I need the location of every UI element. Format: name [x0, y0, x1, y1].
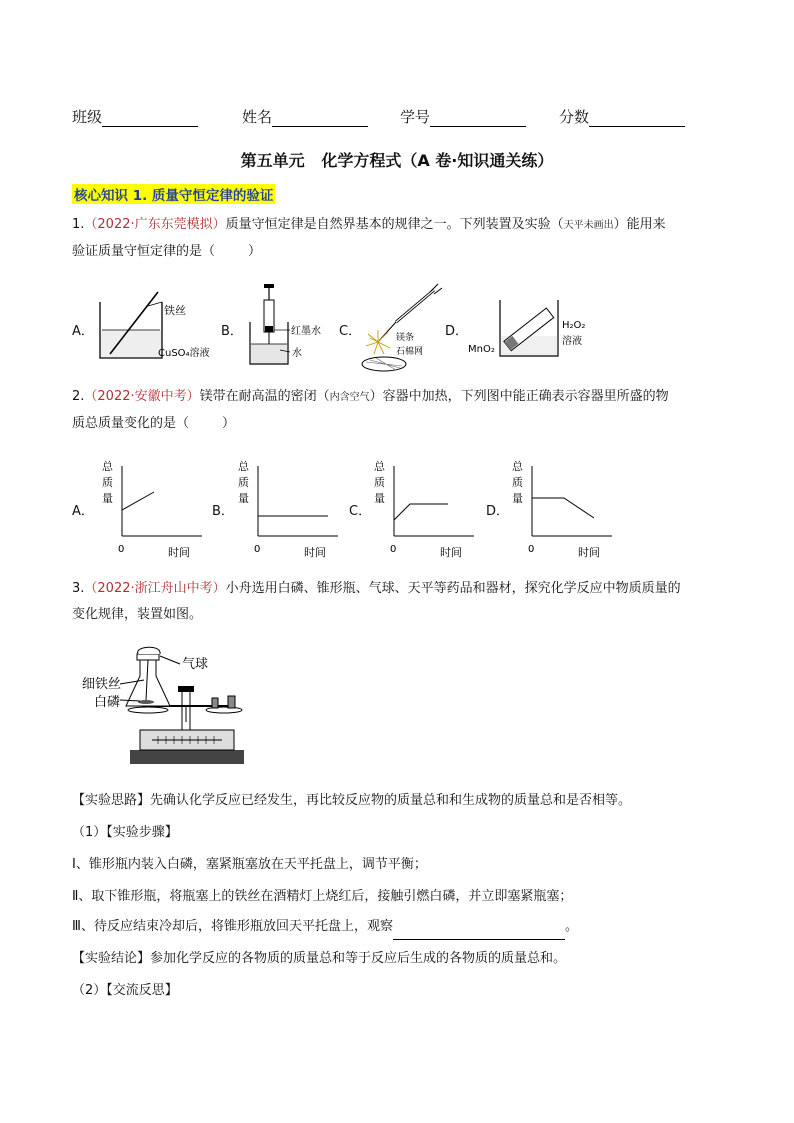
- q3-step-3: [72, 914, 732, 940]
- q2b-y1: 总: [238, 460, 249, 473]
- q1-option-d-figure: [468, 290, 598, 366]
- question-1-text: [72, 212, 732, 265]
- q2-note: 内含空气: [329, 392, 370, 403]
- q3-step-2: Ⅱ、取下锥形瓶，将瓶塞上的铁丝在酒精灯上烧红后，接触引燃白磷，并立即塞紧瓶塞；: [72, 889, 573, 904]
- q2-text-a: 镁带在耐高温的密闭（: [199, 389, 330, 404]
- q2a-x: 时间: [168, 546, 190, 559]
- number-blank[interactable]: [430, 112, 526, 127]
- q2-line2: 质总质量变化的是（ ）: [72, 416, 236, 431]
- q1-line2: 验证质量守恒定律的是（ ）: [72, 244, 262, 259]
- q2c-curve: [394, 504, 448, 520]
- q2-number: 2.: [72, 389, 85, 404]
- q1-option-c-label[interactable]: C．: [339, 324, 362, 339]
- q3-conclusion-tag: 【实验结论】: [72, 951, 151, 966]
- q3-line2: 变化规律，装置如图。: [72, 607, 203, 622]
- q2c-origin: 0: [390, 544, 397, 555]
- q1-option-a-label[interactable]: A．: [72, 324, 94, 339]
- class-blank[interactable]: [102, 112, 198, 127]
- q3-fig-wire: 细铁丝: [82, 677, 122, 692]
- name-label: 姓名: [242, 108, 273, 126]
- q3-step-1: Ⅰ、锥形瓶内装入白磷，塞紧瓶塞放在天平托盘上，调节平衡；: [72, 857, 427, 872]
- q2-option-a-label[interactable]: A．: [72, 504, 94, 519]
- q3-text: 小舟选用白磷、锥形瓶、气球、天平等药品和器材，探究化学反应中物质质量的: [225, 581, 681, 596]
- q1c-tag-mg: 镁条: [396, 333, 415, 343]
- q2-graph-a: [98, 456, 208, 560]
- q2-option-b-label[interactable]: B．: [212, 504, 234, 519]
- q2b-y2: 质: [238, 476, 249, 489]
- q2-graph-c: [370, 456, 480, 560]
- q3-idea: [72, 788, 732, 814]
- q1a-tag-wire: 铁丝: [164, 304, 186, 317]
- q2d-x: 时间: [578, 546, 600, 559]
- q2-graph-b: [234, 456, 344, 560]
- q1c-tag-mesh: 石棉网: [396, 347, 424, 357]
- q2d-origin: 0: [528, 544, 535, 555]
- q2-option-d-label[interactable]: D．: [486, 504, 510, 519]
- q1d-tag-solution: 溶液: [562, 336, 582, 347]
- q2d-y1: 总: [512, 460, 523, 473]
- q2-text-b: ）容器中加热，下列图中能正确表示容器里所盛的物: [369, 389, 669, 404]
- q3-conclusion: [72, 946, 732, 972]
- q3-number: 3.: [72, 581, 85, 596]
- q2a-y3: 量: [102, 492, 113, 505]
- number-label: 学号: [400, 108, 431, 126]
- question-3-text: [72, 576, 732, 628]
- q3-conclusion-text: 参加化学反应的各物质的质量总和等于反应后生成的各物质的质量总和。: [150, 951, 567, 966]
- q1a-tag-solution: CuSO₄溶液: [158, 348, 210, 359]
- q2c-y2: 质: [374, 476, 385, 489]
- q3-source: （2022·浙江舟山中考）: [84, 581, 226, 596]
- q3-reflect: （2）【交流反思】: [72, 983, 178, 998]
- class-field[interactable]: [72, 106, 198, 127]
- q1b-tag-ink: 红墨水: [291, 326, 321, 337]
- q1-text-b: ）能用来: [613, 217, 666, 232]
- q3-step-3-end: 。: [564, 919, 578, 934]
- q3-steps-title: （1）【实验步骤】: [72, 825, 178, 840]
- q2b-x: 时间: [304, 546, 326, 559]
- q1-number: 1.: [72, 217, 85, 232]
- q2-graph-d: [508, 456, 618, 560]
- q2d-curve: [532, 498, 594, 518]
- score-blank[interactable]: [589, 112, 685, 127]
- score-label: 分数: [559, 108, 590, 126]
- section-heading: 核心知识 1. 质量守恒定律的验证: [72, 184, 275, 204]
- q3-idea-text: 先确认化学反应已经发生，再比较反应物的质量总和和生成物的质量总和是否相等。: [150, 793, 632, 808]
- q1-option-d-label[interactable]: D．: [445, 324, 469, 339]
- q1-option-c-figure: [356, 282, 456, 374]
- q2a-y2: 质: [102, 476, 113, 489]
- q2c-y3: 量: [374, 492, 385, 505]
- q3-fig-balloon: 气球: [182, 657, 209, 672]
- q2a-origin: 0: [118, 544, 125, 555]
- q2a-curve: [122, 492, 154, 510]
- number-field[interactable]: [400, 106, 526, 127]
- q2d-y2: 质: [512, 476, 523, 489]
- q1-option-b-figure: [240, 282, 340, 370]
- q2b-y3: 量: [238, 492, 249, 505]
- q1-text-a: 质量守恒定律是自然界基本的规律之一。下列装置及实验（: [225, 217, 564, 232]
- q2-source: （2022·安徽中考）: [84, 389, 200, 404]
- q2b-origin: 0: [254, 544, 261, 555]
- name-field[interactable]: [242, 106, 368, 127]
- q1-note: 天平未画出: [563, 220, 614, 231]
- q2c-x: 时间: [440, 546, 462, 559]
- q1-source: （2022·广东东莞模拟）: [84, 217, 226, 232]
- q3-fig-phosphorus: 白磷: [94, 695, 121, 710]
- page-title: 第五单元 化学方程式（A 卷·知识通关练）: [240, 151, 554, 170]
- q3-apparatus-figure: [82, 646, 252, 770]
- q3-idea-tag: 【实验思路】: [72, 793, 151, 808]
- q1-option-a-figure: [92, 288, 242, 368]
- q2a-y1: 总: [102, 460, 113, 473]
- q1-option-b-label[interactable]: B．: [221, 324, 243, 339]
- class-label: 班级: [72, 108, 103, 126]
- q3-step-3-blank[interactable]: [393, 923, 565, 940]
- q1b-tag-water: 水: [292, 348, 302, 359]
- q2-option-c-label[interactable]: C．: [349, 504, 372, 519]
- q1d-tag-mno2: MnO₂: [468, 344, 495, 355]
- question-2-text: [72, 384, 732, 437]
- q3-step-3-text: Ⅲ、待反应结束冷却后，将锥形瓶放回天平托盘上，观察: [72, 919, 393, 934]
- q1d-tag-h2o2: H₂O₂: [562, 320, 586, 331]
- score-field[interactable]: [559, 106, 685, 127]
- q2d-y3: 量: [512, 492, 523, 505]
- q2c-y1: 总: [374, 460, 385, 473]
- name-blank[interactable]: [272, 112, 368, 127]
